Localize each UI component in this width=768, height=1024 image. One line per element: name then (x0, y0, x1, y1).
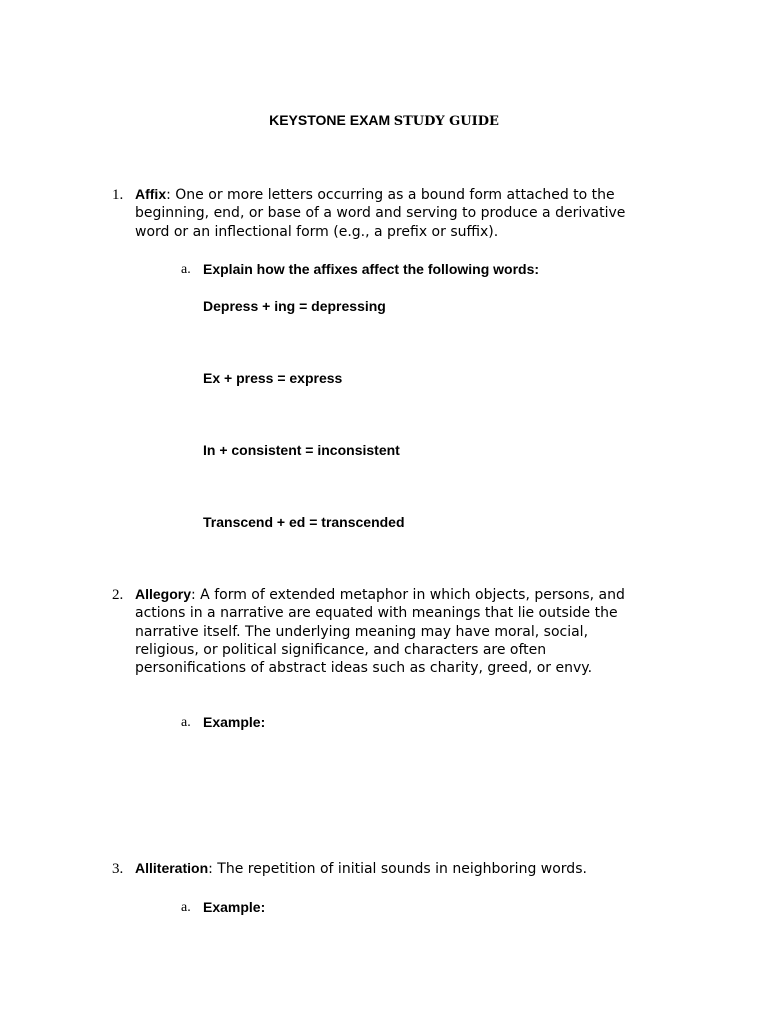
document-title (0, 111, 768, 131)
item-3-definition (135, 859, 655, 878)
item-2-number: 2. (112, 587, 124, 603)
item-2-term: Allegory (135, 586, 192, 602)
title-part-sans: KEYSTONE EXAM (269, 112, 391, 128)
item-1-sub-prompt: Explain how the affixes affect the following words: (203, 261, 540, 277)
item-1-definition-text: : One or more letters occurring as a bound form attached to the beginning, end, or base of a word and serving to produce a derivative word or an inflectional form (e.g., a prefix or suffix). (135, 187, 626, 240)
item-1-number: 1. (112, 187, 124, 203)
item-1-sub-letter: a. (181, 262, 191, 277)
item-3-sub-prompt: Example: (203, 899, 266, 915)
word-example-3: In + consistent = inconsistent (203, 442, 400, 458)
item-3-number: 3. (112, 861, 124, 877)
title-part-serif: STUDY GUIDE (393, 114, 499, 129)
item-1-definition (135, 185, 655, 241)
item-3-definition-text: : The repetition of initial sounds in neighboring words. (208, 861, 587, 877)
item-2-sub-prompt: Example: (203, 714, 266, 730)
item-3-term: Alliteration (135, 860, 209, 876)
word-example-4: Transcend + ed = transcended (203, 514, 405, 530)
word-example-2: Ex + press = express (203, 370, 343, 386)
item-3-sub-letter: a. (181, 900, 191, 915)
item-2-definition (135, 585, 655, 677)
item-2-sub-letter: a. (181, 715, 191, 730)
item-1-term: Affix (135, 186, 167, 202)
item-2-definition-text: : A form of extended metaphor in which objects, persons, and actions in a narrative are equated with meanings that lie outside the narrative itself. The underlying meaning may have moral, social, religious, or political significance, and characters are often personifications of abstract ideas such as charity, greed, or envy. (135, 587, 625, 677)
word-example-1: Depress + ing = depressing (203, 298, 386, 314)
